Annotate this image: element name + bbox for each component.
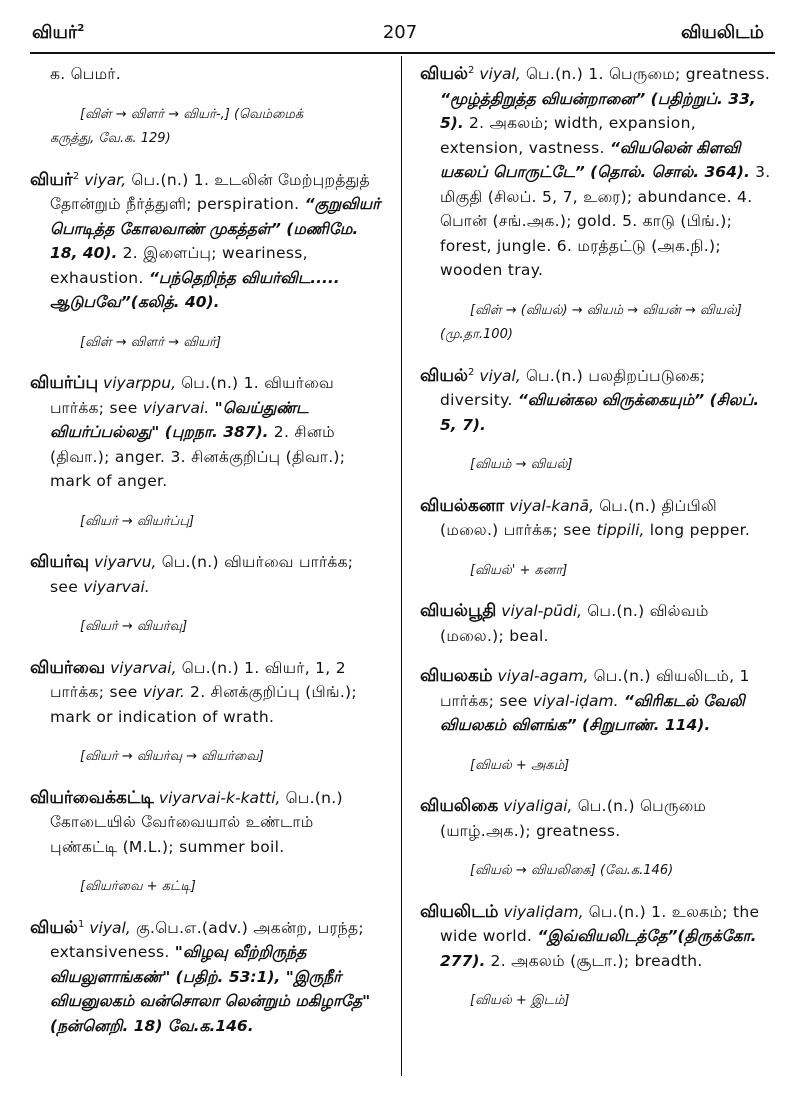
etymology: [வியம் → வியல்] [470,457,573,472]
transliteration: viyar, [84,170,127,189]
etymology: [வியல்' + கனா] [470,562,568,578]
headword: வியலிகை [420,796,499,816]
etymology: [வியர் → வியர்ப்பு] [80,513,195,529]
headword: வியல் [420,64,469,84]
entry-continuation: க. பெமர். [50,65,121,83]
headword: வியலகம் [420,666,493,686]
transliteration: viyaligai, [503,797,573,815]
quotation: “பந்தெறிந்த வியர்விட..... ஆடுபவே”(கலித். 40). [50,268,340,311]
transliteration: viyarppu, [103,374,176,392]
etymology: [விள் → (வியல்) → வியம் → வியன் → வியல்] [470,302,742,318]
running-head-right: வியலிடம் [680,22,764,43]
transliteration: viyarvai, [110,658,177,677]
headword: வியலிடம் [420,901,499,922]
transliteration: viyal, [89,918,131,937]
headword: வியர்வை [30,657,106,678]
quotation: “விரிகடல் வேலி வியலகம் விளங்க” (சிறுபாண். 114). [440,691,745,734]
quotation: “மூழ்த்திறுத்த வியன்றானை” (பதிற்றுப். 33, 5). [440,89,756,132]
etymology: [வியல் + அகம்] [470,757,570,773]
left-column [30,62,385,1038]
etymology: கருத்து, வே.க. 129) [50,131,171,146]
headword: வியல் [420,365,469,386]
dictionary-entry: வியலகம் viyal-agam, பெ.(n.) வியலிடம், 1 பார்க்க; see viyal-iḍam. “விரிகடல் வேலி வியலகம் விளங்க” (சிறுபாண். 114). [420,666,750,734]
etymology: [வியல் + இடம்] [470,993,570,1008]
dictionary-entry: வியர்வைக்கட்டி viyarvai-k-katti, பெ.(n.) கோடையில் வேர்வையால் உண்டாம் புண்கட்டி (M.L.); summer boil. [30,787,343,856]
transliteration: viyaliḍam, [503,902,584,921]
etymology: [விள் → விளர் → வியர்] [80,334,222,350]
headword: வியர்ப்பு [30,373,99,393]
quotation: "விழவு வீற்றிருந்த வியலுளாங்கண்" (பதிற். 53:1), "இருநீர் வியனுலகம் வன்சொலா லென்றும் மகிழாதே" (நன்னெறி. 18) வே.க.146. [50,943,371,1035]
etymology: [வியர் → வியர்வு → வியர்வை] [80,749,264,764]
headword: வியர்வு [30,552,90,572]
etymology: [வியர் → வியர்வு] [80,619,188,634]
running-head-left: வியர்$^2$ [32,22,85,43]
quotation: “குறுவியர் பொடித்த கோலவாண் முகத்தள்” (மணிமே. 18, 40). [50,195,381,262]
column-divider [401,56,402,1076]
right-column [420,62,775,1014]
dictionary-entry: வியல்$^2$ viyal, பெ.(n.) பலதிறப்படுகை; diversity. “வியன்கல விருக்கையும்” (சிலப். 5, 7). [420,365,760,434]
transliteration: viyal, [479,366,521,385]
dictionary-entry: வியல்பூதி viyal-pūdi, பெ.(n.) வில்வம் (மலை.); beal. [420,601,709,645]
transliteration: viyal, [479,65,521,83]
quotation: "வெய்துண்ட வியர்ப்பல்லது" (புறநா. 387). [50,398,309,441]
transliteration: viyarvai-k-katti, [158,788,281,807]
transliteration: viyal-pūdi, [501,602,583,620]
dictionary-entry: வியல்கனா viyal-kanā, பெ.(n.) திப்பிலி (மலை.) பார்க்க; see tippili, long pepper. [420,495,751,539]
quotation: “இவ்வியலிடத்தே”(திருக்கோ. 277). [440,927,757,970]
page-number: 207 [382,22,418,43]
etymology: [விள் → விளர் → வியர்-,] (வெம்மைக் [80,106,304,122]
dictionary-entry: வியர்ப்பு viyarppu, பெ.(n.) 1. வியர்வை பார்க்க; see viyarvai. "வெய்துண்ட வியர்ப்பல்லது" (புறநா. 387). 2. சினம் (திவா.); anger. 3. சினக்குறிப்பு (திவா.); mark of anger. [30,373,346,490]
headword: வியல்பூதி [420,601,497,621]
dictionary-entry: வியல்$^2$ viyal, பெ.(n.) 1. பெருமை; greatness. “மூழ்த்திறுத்த வியன்றானை” (பதிற்றுப். 33, 5). 2. அகலம்; width, expansion, extension, vastness. “வியலென் கிளவி யகலப் பொருட்டே” (தொல். சொல். 364). 3. மிகுதி (சிலப். 5, 7, உரை); abundance. 4. பொன் (சங்.அக.); gold. 5. காடு (பிங்.); forest, jungle. 6. மரத்தட்டு (அக.நி.); wooden tray. [420,64,771,279]
quotation: “வியன்கல விருக்கையும்” (சிலப். 5, 7). [440,391,760,434]
dictionary-entry: வியர்வை viyarvai, பெ.(n.) 1. வியர், 1, 2 பார்க்க; see viyar. 2. சினக்குறிப்பு (பிங்.); mark or indication of wrath. [30,657,357,726]
headword: வியர் [30,169,73,190]
transliteration: viyal-kanā, [509,496,594,515]
quotation: “வியலென் கிளவி யகலப் பொருட்டே” (தொல். சொல். 364). [440,138,750,181]
transliteration: viyal-agam, [497,667,589,685]
headword: வியல்கனா [420,495,505,516]
etymology: [வியல் → வியலிகை] (வே.க.146) [470,863,674,878]
dictionary-entry: வியலிடம் viyaliḍam, பெ.(n.) 1. உலகம்; the wide world. “இவ்வியலிடத்தே”(திருக்கோ. 277). 2. அகலம் (சூடா.); breadth. [420,901,760,970]
etymology: [வியர்வை + கட்டி] [80,879,196,894]
dictionary-entry: வியலிகை viyaligai, பெ.(n.) பெருமை (யாழ்.அக.); greatness. [420,796,707,840]
transliteration: viyarvu, [94,553,157,571]
dictionary-entry: வியர்வு viyarvu, பெ.(n.) வியர்வை பார்க்க; see viyarvai. [30,552,354,596]
header-rule [30,52,775,54]
dictionary-entry: வியர்$^2$ viyar, பெ.(n.) 1. உடலின் மேற்புறத்துத் தோன்றும் நீர்த்துளி; perspiration. “குறுவியர் பொடித்த கோலவாண் முகத்தள்” (மணிமே. 18, 40). 2. இளைப்பு; weariness, exhaustion. “பந்தெறிந்த வியர்விட..... ஆடுபவே”(கலித். 40). [30,169,381,311]
dictionary-entry: வியல்$^1$ viyal, கு.பெ.எ.(adv.) அகன்ற, பரந்த; extansiveness. "விழவு வீற்றிருந்த வியலுளாங்கண்" (பதிற். 53:1), "இருநீர் வியனுலகம் வன்சொலா லென்றும் மகிழாதே" (நன்னெறி. 18) வே.க.146. [30,917,371,1035]
headword: வியல் [30,917,79,938]
etymology: (மு.தா.100) [440,327,513,342]
headword: வியர்வைக்கட்டி [30,787,154,808]
